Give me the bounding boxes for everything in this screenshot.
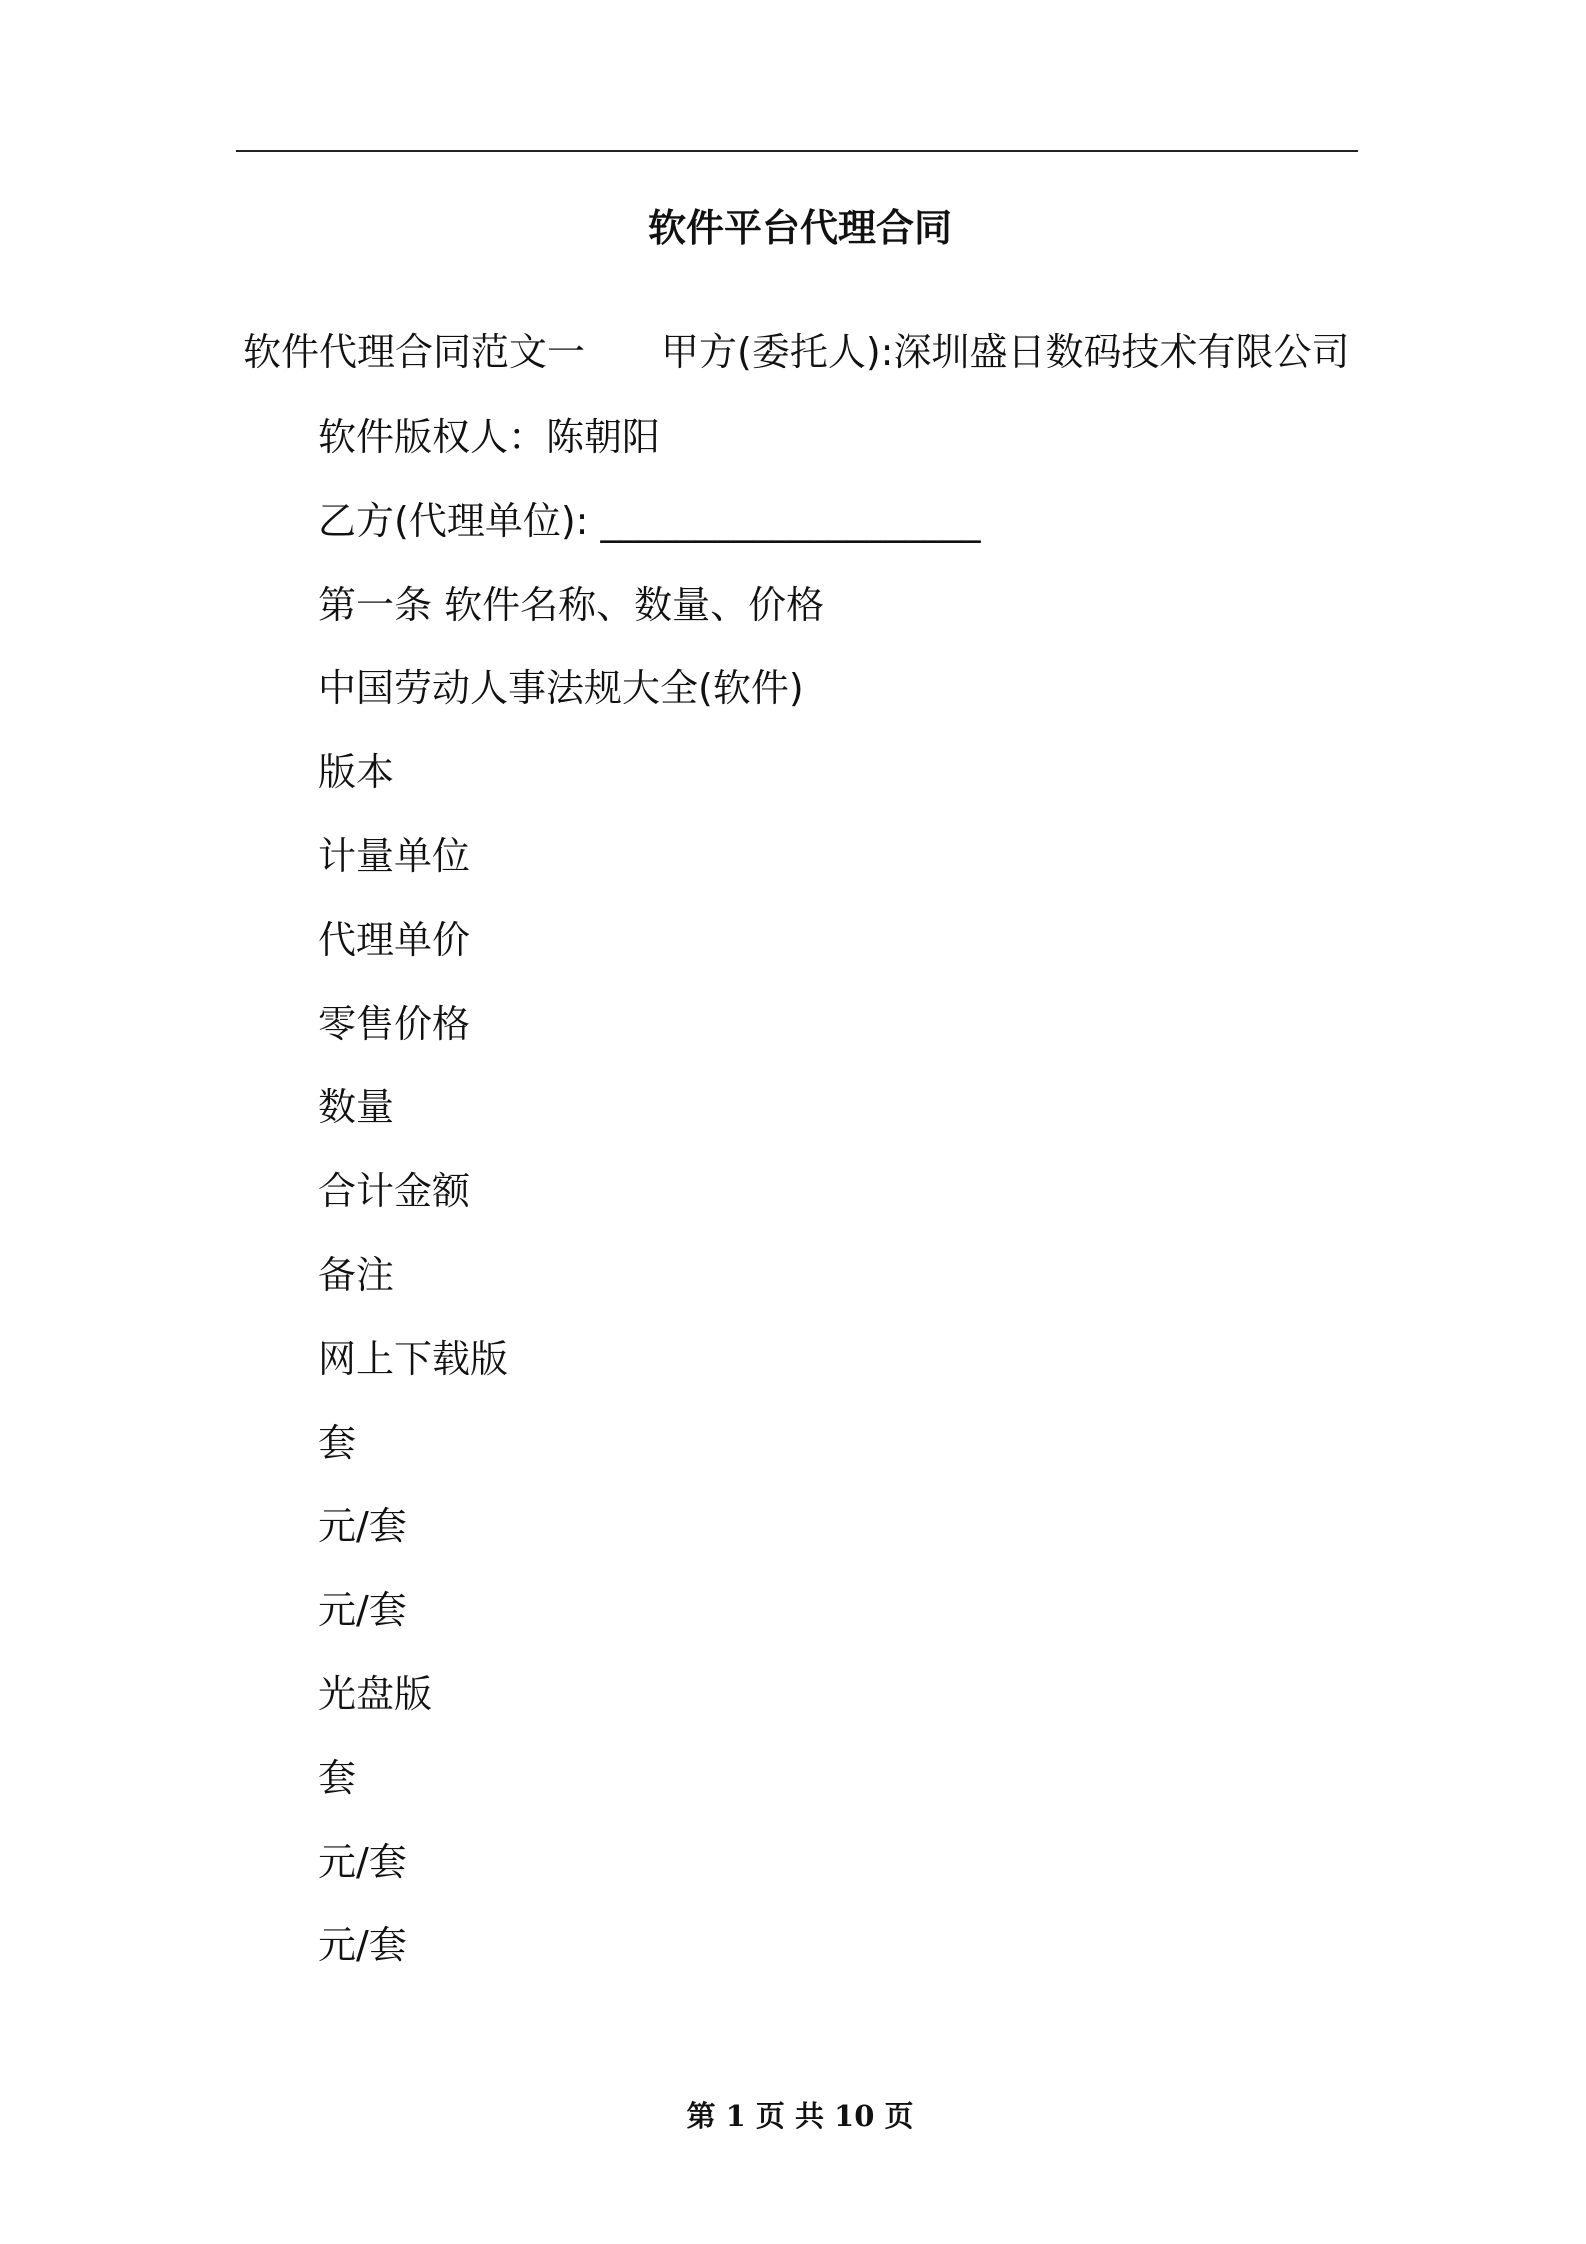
document-title: 软件平台代理合同 bbox=[647, 206, 952, 250]
table-field-total: 合计金额 bbox=[318, 1169, 471, 1214]
header-rule bbox=[236, 150, 1358, 152]
cd-edition-line: 光盘版 bbox=[318, 1671, 433, 1716]
article-one-heading: 第一条 软件名称、数量、价格 bbox=[318, 582, 825, 627]
party-b-line: 乙方(代理单位): ____________________ bbox=[318, 498, 981, 543]
cd-agent-price-line: 元/套 bbox=[318, 1839, 407, 1884]
intro-line bbox=[243, 324, 1349, 380]
table-field-retail-price: 零售价格 bbox=[318, 1001, 471, 1046]
table-field-agent-price: 代理单价 bbox=[318, 917, 471, 962]
cd-unit-line: 套 bbox=[318, 1755, 357, 1800]
download-edition-line: 网上下载版 bbox=[318, 1336, 509, 1381]
copyright-holder-line: 软件版权人：陈朝阳 bbox=[318, 415, 661, 459]
table-field-quantity: 数量 bbox=[318, 1085, 395, 1130]
contract-body bbox=[318, 409, 1318, 2001]
page-indicator: 第 1 页 共 10 页 bbox=[686, 2099, 914, 2133]
table-field-remarks: 备注 bbox=[318, 1252, 395, 1297]
sample-heading: 软件代理合同范文一 bbox=[243, 330, 586, 374]
party-a-line: 甲方(委托人):深圳盛日数码技术有限公司 bbox=[661, 330, 1350, 374]
table-field-version: 版本 bbox=[318, 750, 395, 795]
download-agent-price-line: 元/套 bbox=[318, 1504, 407, 1549]
download-retail-price-line: 元/套 bbox=[318, 1588, 407, 1633]
software-name-line: 中国劳动人事法规大全(软件) bbox=[318, 666, 804, 711]
table-field-unit: 计量单位 bbox=[318, 833, 471, 878]
download-unit-line: 套 bbox=[318, 1420, 357, 1465]
cd-retail-price-line: 元/套 bbox=[318, 1923, 407, 1968]
